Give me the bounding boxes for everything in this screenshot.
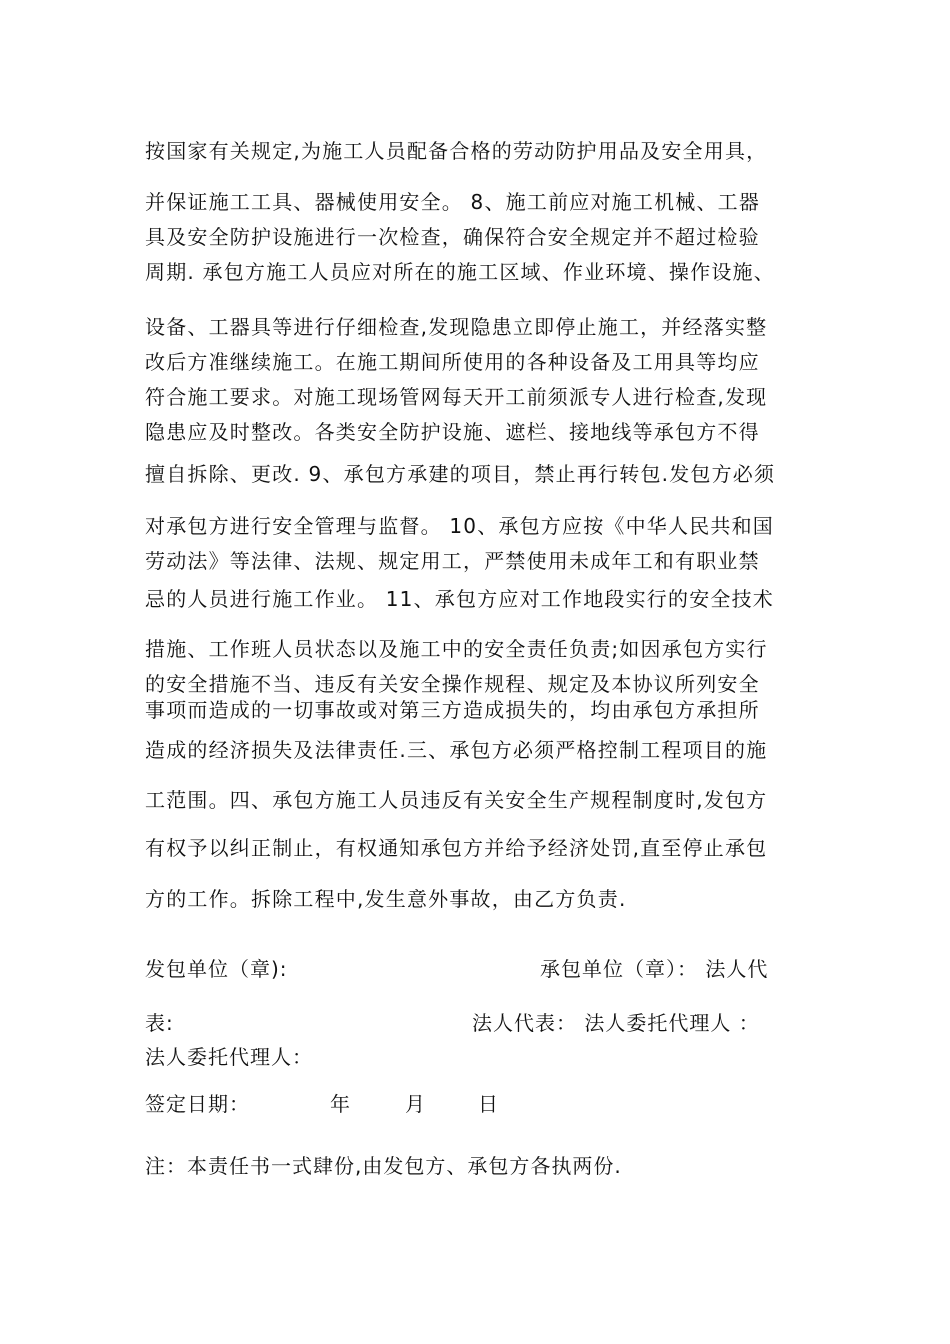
body-line: 事项而造成的一切事故或对第三方造成损失的，均由承包方承担所 — [145, 698, 760, 722]
sign-date-month: 月 — [405, 1092, 426, 1116]
issuer-rep-label: 表: — [145, 1011, 174, 1035]
body-line: 的安全措施不当、违反有关安全操作规程、规定及本协议所列安全 — [145, 672, 760, 696]
issuer-seal-label: 发包单位（章): — [145, 957, 288, 981]
body-line: 措施、工作班人员状态以及施工中的安全责任负责;如因承包方实行 — [145, 637, 768, 661]
copies-note: 注：本责任书一式肆份,由发包方、承包方各执两份. — [145, 1154, 622, 1178]
sign-date-year: 年 — [330, 1092, 351, 1116]
body-line: 隐患应及时整改。各类安全防护设施、遮栏、接地线等承包方不得 — [145, 420, 760, 444]
contractor-rep-label: 法人代表： 法人委托代理人 ： — [472, 1011, 760, 1035]
body-line: 工范围。四、承包方施工人员违反有关安全生产规程制度时,发包方 — [145, 788, 768, 812]
body-line: 方的工作。拆除工程中,发生意外事故，由乙方负责. — [145, 887, 627, 911]
body-line: 造成的经济损失及法律责任.三、承包方必须严格控制工程项目的施 — [145, 738, 768, 762]
body-line: 有权予以纠正制止，有权通知承包方并给予经济处罚,直至停止承包 — [145, 836, 768, 860]
sign-date-label: 签定日期： — [145, 1092, 250, 1116]
contractor-seal-label: 承包单位（章）： 法人代 — [540, 957, 769, 981]
body-line: 设备、工器具等进行仔细检查,发现隐患立即停止施工，并经落实整 — [145, 315, 768, 339]
body-line: 对承包方进行安全管理与监督。 10、承包方应按《中华人民共和国 — [145, 514, 775, 538]
sign-date-day: 日 — [478, 1092, 499, 1116]
body-line: 按国家有关规定,为施工人员配备合格的劳动防护用品及安全用具， — [145, 139, 768, 163]
body-line: 具及安全防护设施进行一次检查，确保符合安全规定并不超过检验 — [145, 225, 760, 249]
body-line: 改后方准继续施工。在施工期间所使用的各种设备及工用具等均应 — [145, 350, 760, 374]
issuer-agent-label: 法人委托代理人： — [145, 1045, 313, 1069]
body-line: 忌的人员进行施工作业。 11、承包方应对工作地段实行的安全技术 — [145, 587, 775, 611]
body-line: 周期. 承包方施工人员应对所在的施工区域、作业环境、操作设施、 — [145, 260, 775, 284]
body-line: 擅自拆除、更改. 9、承包方承建的项目，禁止再行转包.发包方必须 — [145, 462, 776, 486]
body-line: 并保证施工工具、器械使用安全。 8、施工前应对施工机械、工器 — [145, 190, 761, 214]
body-line: 符合施工要求。对施工现场管网每天开工前须派专人进行检查,发现 — [145, 385, 768, 409]
body-line: 劳动法》等法律、法规、规定用工，严禁使用未成年工和有职业禁 — [145, 549, 760, 573]
